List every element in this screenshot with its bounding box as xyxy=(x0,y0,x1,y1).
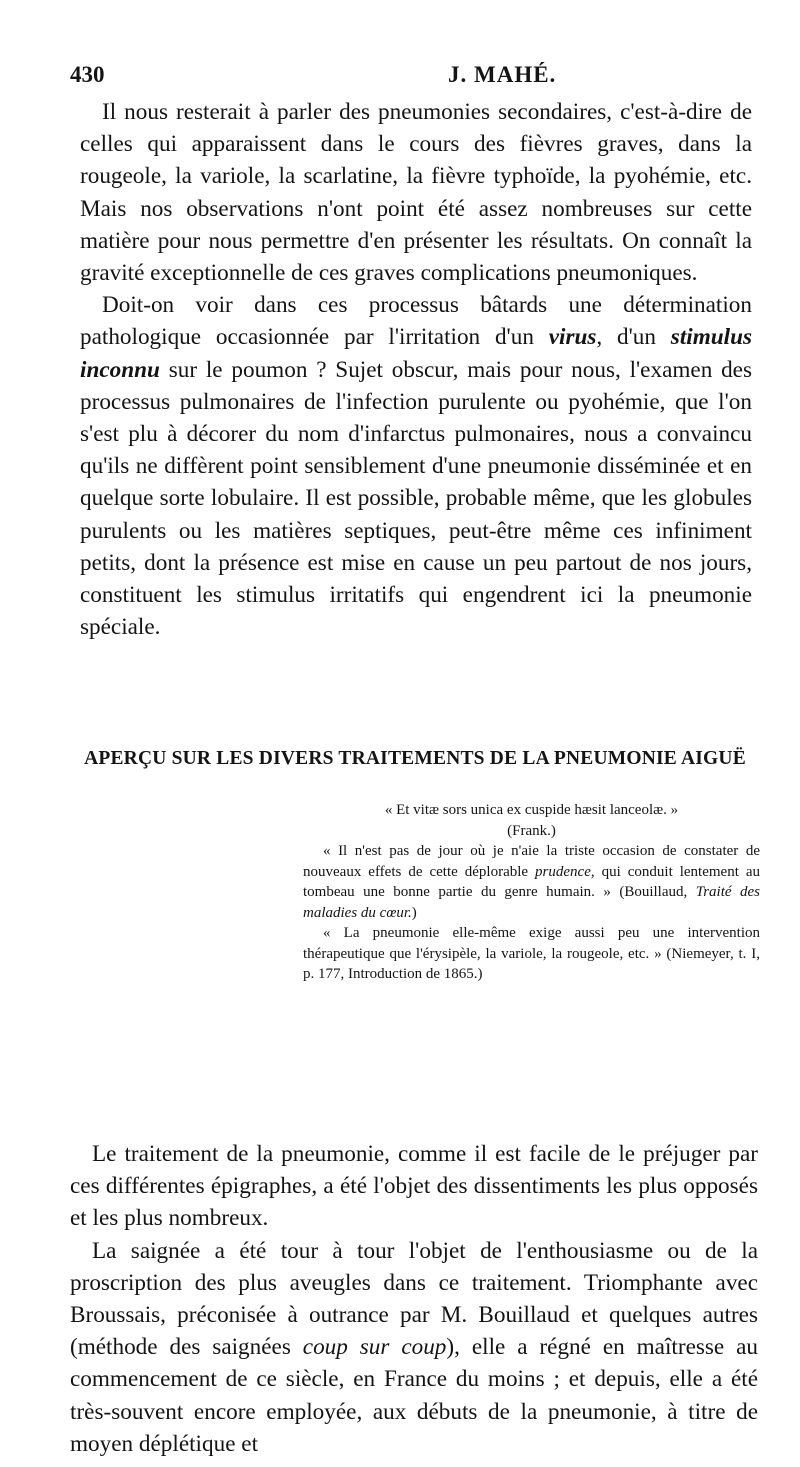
paragraph-bastard-processes xyxy=(80,289,752,643)
running-head: J. MAHÉ. xyxy=(448,62,557,87)
page-number: 430 xyxy=(70,62,105,87)
paragraph-text: Doit-on voir dans ces processus bâtards une détermination pathologique occasionnée par l'irritation d'un xyxy=(80,292,752,351)
paragraph-text: ), elle a régné en maîtresse au commencement de ce siècle, en France du moins ; et depuis, elle a été très-souvent encore employée, aux débuts de la pneumonie, à titre de moyen déplétique et xyxy=(70,1334,759,1457)
section-title: APERÇU SUR LES DIVERS TRAITEMENTS DE LA PNEUMONIE AIGUË xyxy=(84,748,746,769)
emphasis-virus: virus xyxy=(548,324,597,351)
paragraph-text: sur le poumon ? Sujet obscur, mais pour nous, l'examen des processus pulmonaires de l'infection purulente ou pyohémie, que l'on s'est plu à décorer du nom d'infarctus pulmonaires, nous a convaincu qu'ils ne diffèrent point sensiblement d'une pneumonie disséminée et en quelque sorte lobulaire. Il est possible, probable même, que les globules purulents ou les matières septiques, peut-être même ces infiniment petits, dont la présence est mise en cause un peu partout de nos jours, constituent les stimulus irritatifs qui engendrent ici la pneumonie spéciale. xyxy=(80,356,752,641)
epigraph-text: , qui conduit lentement au tombeau une bonne partie du genre humain. » (Bouillaud, xyxy=(303,863,761,900)
epigraph-bouillaud xyxy=(303,841,760,923)
epigraph-text: « Il n'est pas de jour où je n'aie la triste occasion de constater de nouveaux effets de cette déplorable xyxy=(303,843,760,880)
body-text-top xyxy=(80,96,752,643)
paragraph-treatment: Le traitement de la pneumonie, comme il est facile de le préjuger par ces différentes épigraphes, a été l'objet des dissentiments les plus opposés et les plus nombreux. xyxy=(70,1141,758,1232)
emphasis-coup-sur-coup: coup sur coup xyxy=(302,1334,447,1361)
emphasis-stimulus: stimulus inconnu xyxy=(80,324,752,383)
paragraph-text: La saignée a été tour à tour l'objet de l'enthousiasme ou de la proscription des plus aveugles dans ce traitement. Triomphante avec Broussais, préconisée à outrance par M. Bouillaud et quelques autres (méthode des saignées xyxy=(70,1237,758,1361)
paragraph-text: , d'un xyxy=(596,324,671,351)
epigraph-frank-quote: « Et vitæ sors unica ex cuspide hæsit lanceolæ. » xyxy=(384,802,679,818)
epigraph-niemeyer: « La pneumonie elle-même exige aussi peu une intervention thérapeutique que l'érysipèle, la variole, la rougeole, etc. » (Niemeyer, t. I, p. 177, Introduction de 1865.) xyxy=(303,925,760,982)
paragraph-bloodletting xyxy=(70,1235,758,1460)
page-header xyxy=(70,56,750,92)
body-text-bottom xyxy=(70,1138,758,1460)
paragraph-secondary-pneumonias: Il nous resterait à parler des pneumonies secondaires, c'est-à-dire de celles qui apparaissent dans le cours des fièvres graves, dans la rougeole, la variole, la scarlatine, la fièvre typhoïde, la pyohémie, etc. Mais nos observations n'ont point été assez nombreuses sur cette matière pour nous permettre d'en présenter les résultats. On connaît la gravité exceptionnelle de ces graves complications pneumoniques. xyxy=(80,99,752,287)
epigraphs xyxy=(303,800,760,985)
epigraph-book-title: Traité des maladies du cœur. xyxy=(303,884,761,921)
epigraph-frank-source: (Frank.) xyxy=(507,822,556,839)
epigraph-text: ) xyxy=(411,904,417,921)
emphasis-prudence: prudence xyxy=(535,863,591,880)
